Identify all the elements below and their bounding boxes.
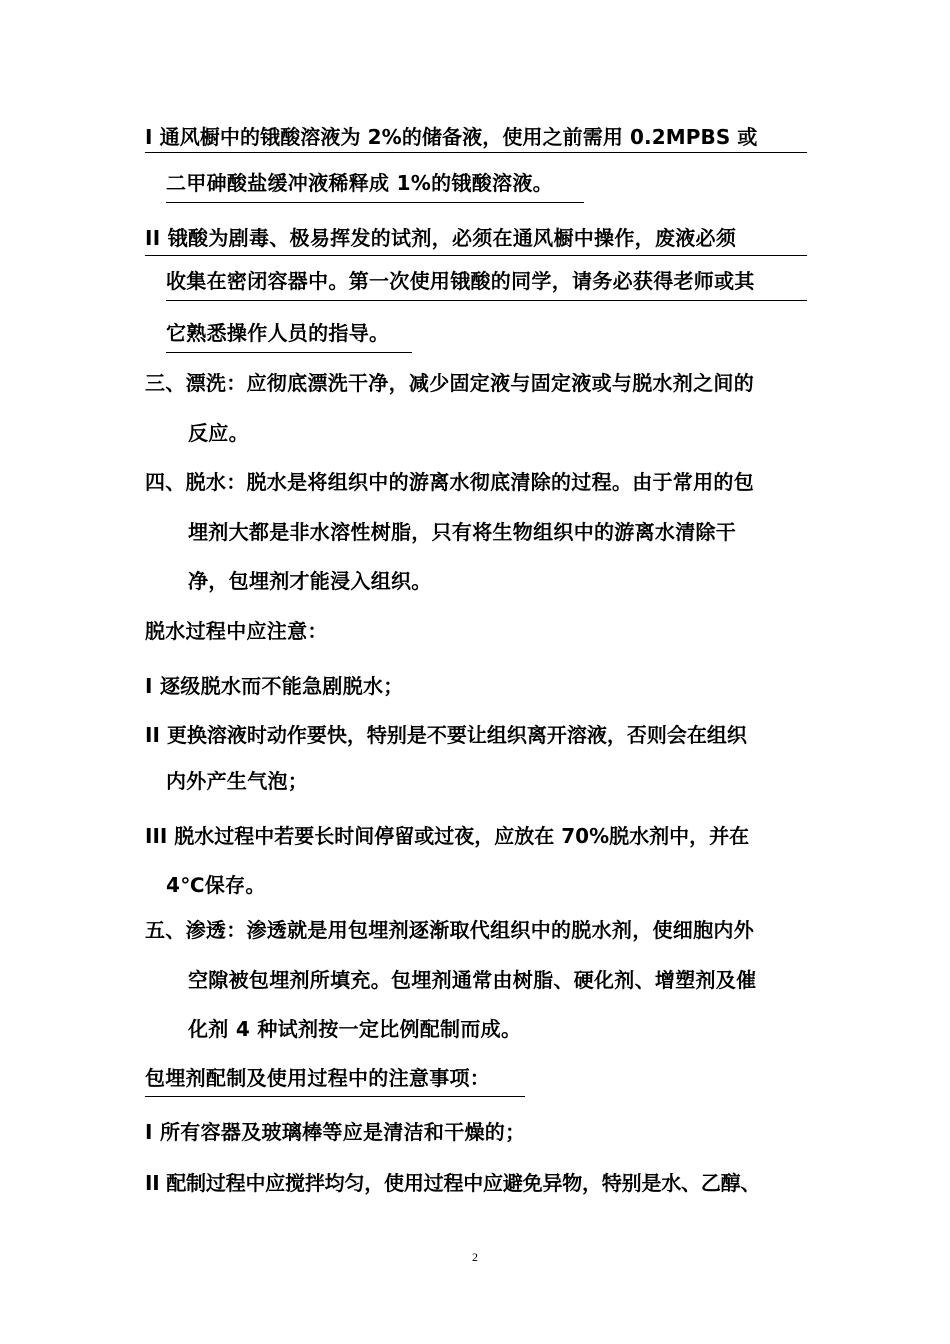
text-line: 脱水过程中应注意： <box>145 619 328 643</box>
text-line: 二甲砷酸盐缓冲液稀释成 1%的锇酸溶液。 <box>166 171 553 195</box>
text-line: 它熟悉操作人员的指导。 <box>166 321 390 345</box>
text-line: 三、漂洗：应彻底漂洗干净，减少固定液与固定液或与脱水剂之间的 <box>145 371 754 395</box>
text-line: 4℃保存。 <box>166 873 266 897</box>
text-line: 四、脱水：脱水是将组织中的游离水彻底清除的过程。由于常用的包 <box>145 470 754 494</box>
text-line: III 脱水过程中若要长时间停留或过夜，应放在 70%脱水剂中，并在 <box>145 824 750 848</box>
text-line: 反应。 <box>188 421 249 445</box>
underline <box>145 152 807 153</box>
text-line: II 锇酸为剧毒、极易挥发的试剂，必须在通风橱中操作，废液必须 <box>145 226 737 250</box>
text-line: II 配制过程中应搅拌均匀，使用过程中应避免异物，特别是水、乙醇、 <box>145 1171 761 1195</box>
text-line: 空隙被包埋剂所填充。包埋剂通常由树脂、硬化剂、增塑剂及催 <box>188 968 757 992</box>
underline <box>166 352 412 353</box>
text-line: 净，包埋剂才能浸入组织。 <box>188 569 432 593</box>
underline <box>166 300 807 301</box>
text-line: II 更换溶液时动作要快，特别是不要让组织离开溶液，否则会在组织 <box>145 723 747 747</box>
page-number: 2 <box>472 1250 478 1264</box>
text-line: 化剂 4 种试剂按一定比例配制而成。 <box>188 1017 522 1041</box>
underline <box>166 202 584 203</box>
underline <box>145 1096 525 1097</box>
text-line: I 逐级脱水而不能急剧脱水； <box>145 674 404 698</box>
text-line: I 通风橱中的锇酸溶液为 2%的储备液，使用之前需用 0.2MPBS 或 <box>145 125 758 149</box>
text-line: 收集在密闭容器中。第一次使用锇酸的同学，请务必获得老师或其 <box>166 269 755 293</box>
text-line: 五、渗透：渗透就是用包埋剂逐渐取代组织中的脱水剂，使细胞内外 <box>145 918 754 942</box>
text-line: 包埋剂配制及使用过程中的注意事项： <box>145 1066 491 1090</box>
text-line: 埋剂大都是非水溶性树脂，只有将生物组织中的游离水清除干 <box>188 520 737 544</box>
underline <box>145 255 807 256</box>
text-line: 内外产生气泡； <box>166 769 309 793</box>
text-line: I 所有容器及玻璃棒等应是清洁和干燥的； <box>145 1120 526 1144</box>
